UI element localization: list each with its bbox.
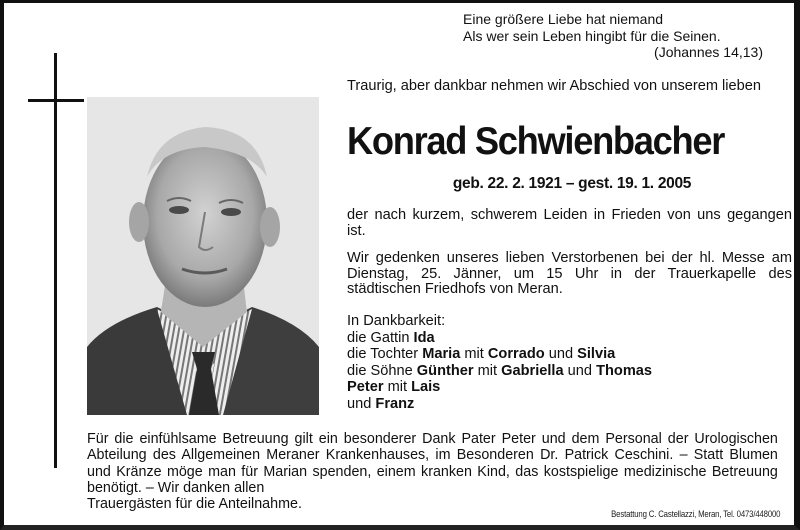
deceased-name: Konrad Schwienbacher	[347, 120, 725, 163]
family-member-name: Lais	[411, 379, 441, 395]
cross-icon-horizontal	[28, 99, 84, 102]
family-member-line	[347, 330, 792, 347]
family-relation-text: und	[563, 362, 597, 379]
family-member-name: Silvia	[577, 346, 616, 362]
family-member-name: Gabriella	[501, 362, 564, 379]
family-member-name: Peter	[347, 379, 384, 395]
family-heading: In Dankbarkeit:	[347, 313, 446, 329]
family-member-name: Corrado	[487, 346, 545, 362]
portrait-photo	[87, 97, 319, 415]
intro-text: Traurig, aber dankbar nehmen wir Abschied von unserem lieben	[347, 78, 761, 94]
family-relation-text: und	[347, 395, 376, 412]
thanks-paragraph	[87, 431, 778, 512]
quote-reference: (Johannes 14,13)	[654, 44, 763, 60]
family-members	[347, 330, 792, 413]
family-member-name: Maria	[422, 346, 461, 362]
portrait-image	[87, 97, 319, 415]
family-member-line	[347, 346, 792, 363]
funeral-home-credit: Bestattung C. Castellazzi, Meran, Tel. 0473/448000	[610, 509, 780, 520]
family-relation-text: und	[544, 346, 578, 362]
family-relation-text: mit	[460, 346, 488, 362]
family-list	[347, 313, 792, 412]
family-member-name: Günther	[416, 362, 474, 379]
family-relation-text: mit	[383, 379, 412, 395]
quote-line-1: Eine größere Liebe hat niemand	[463, 11, 664, 27]
family-member-name: Thomas	[596, 362, 653, 379]
family-relation-text: mit	[473, 362, 502, 379]
bible-quote	[463, 11, 763, 61]
family-relation-text: die Söhne	[347, 362, 417, 379]
quote-line-2: Als wer sein Leben hingibt für die Seinen.	[463, 27, 721, 44]
life-dates: geb. 22. 2. 1921 – gest. 19. 1. 2005	[452, 175, 692, 192]
family-member-line	[347, 396, 792, 413]
mass-paragraph: Wir gedenken unseres lieben Verstorbenen bei der hl. Messe am Dienstag, 25. Jänner, um 15 Uhr in der Trauerkapelle des städtischen Friedhofs von Meran.	[347, 250, 792, 297]
passing-paragraph: der nach kurzem, schwerem Leiden in Frieden von uns gegangen ist.	[347, 207, 792, 239]
family-member-line	[347, 363, 792, 380]
cross-icon-vertical	[54, 53, 57, 468]
thanks-body: Für die einfühlsame Betreuung gilt ein besonderer Dank Pater Peter und dem Personal der Urologischen Abteilung des Allgemeinen Meraner Krankenhauses, im Besonderen Dr. Patrick Ceschini. – Statt Blumen und Kränze möge man für Marian spenden, einem kranken Kind, das kostspielige medizinische Betreuung benötigt. – Wir danken allen	[87, 431, 778, 496]
thanks-last-line: Trauergästen für die Anteilnahme.	[87, 496, 302, 513]
family-member-name: Ida	[413, 329, 435, 346]
family-relation-text: die Tochter	[347, 346, 423, 362]
family-member-line	[347, 379, 792, 396]
family-member-name: Franz	[375, 395, 415, 412]
family-relation-text: die Gattin	[347, 329, 414, 346]
